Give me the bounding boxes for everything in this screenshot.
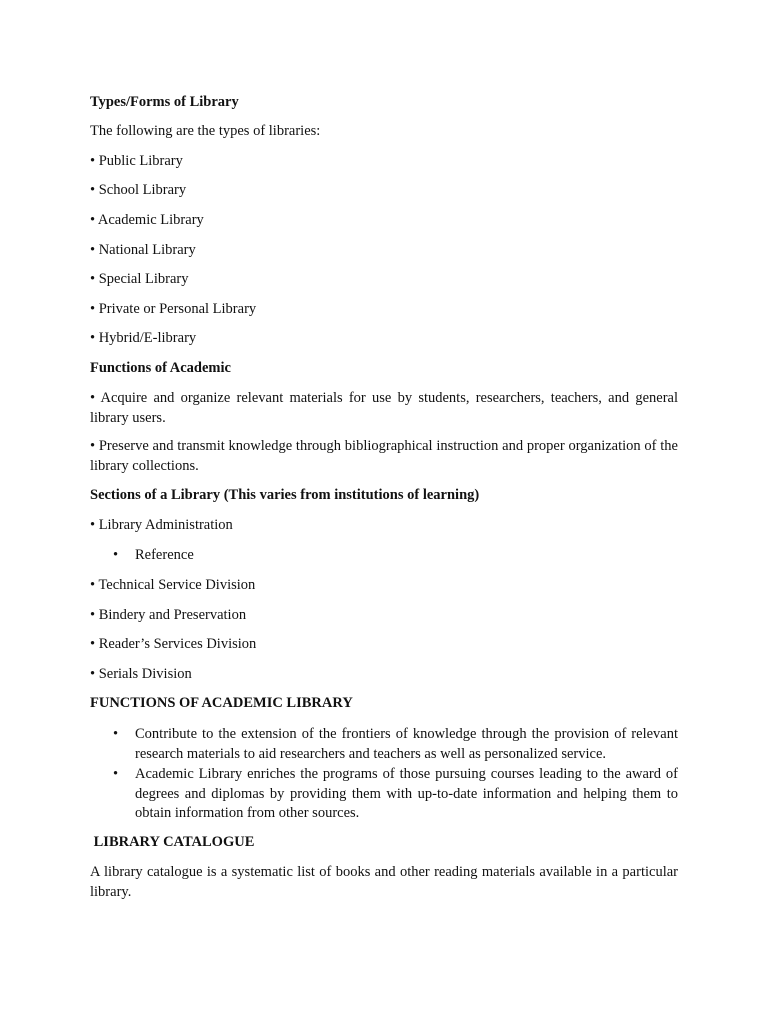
types-intro: The following are the types of libraries: [90, 123, 321, 139]
list-item: Academic Library enriches the programs of those pursuing courses leading to the award of degrees and diplomas by providing them with up-to-date information and helping them to obtain information from other sources. [135, 766, 678, 821]
bullet-icon: • [113, 547, 119, 563]
list-item: • Hybrid/E-library [90, 330, 197, 346]
types-heading: Types/Forms of Library [90, 94, 239, 110]
list-item: • National Library [90, 242, 196, 258]
functions-heading: Functions of Academic [90, 360, 231, 376]
catalogue-heading: LIBRARY CATALOGUE [90, 834, 255, 850]
list-item: • Acquire and organize relevant materials for use by students, researchers, teachers, and general library users. [90, 390, 678, 426]
list-item: • School Library [90, 182, 187, 198]
list-item: • Public Library [90, 153, 183, 169]
list-item: Reference [135, 547, 194, 563]
list-item: • Preserve and transmit knowledge through bibliographical instruction and proper organization of the library collections. [90, 438, 678, 474]
list-item: • Serials Division [90, 666, 192, 682]
bullet-icon: • [113, 726, 119, 742]
list-item: • Reader’s Services Division [90, 636, 257, 652]
catalogue-body: A library catalogue is a systematic list of books and other reading materials available in a particular library. [90, 864, 678, 900]
list-item: • Special Library [90, 271, 189, 287]
bullet-icon: • [113, 766, 119, 782]
list-item: • Academic Library [90, 212, 204, 228]
list-item: • Library Administration [90, 517, 233, 533]
sections-heading: Sections of a Library (This varies from institutions of learning) [90, 487, 480, 503]
list-item: • Private or Personal Library [90, 301, 257, 317]
academic-functions-heading: FUNCTIONS OF ACADEMIC LIBRARY [90, 695, 353, 711]
list-item: Contribute to the extension of the frontiers of knowledge through the provision of relevant research materials to aid researchers and teachers as well as personalized service. [135, 726, 678, 762]
list-item: • Bindery and Preservation [90, 607, 247, 623]
list-item: • Technical Service Division [90, 577, 256, 593]
